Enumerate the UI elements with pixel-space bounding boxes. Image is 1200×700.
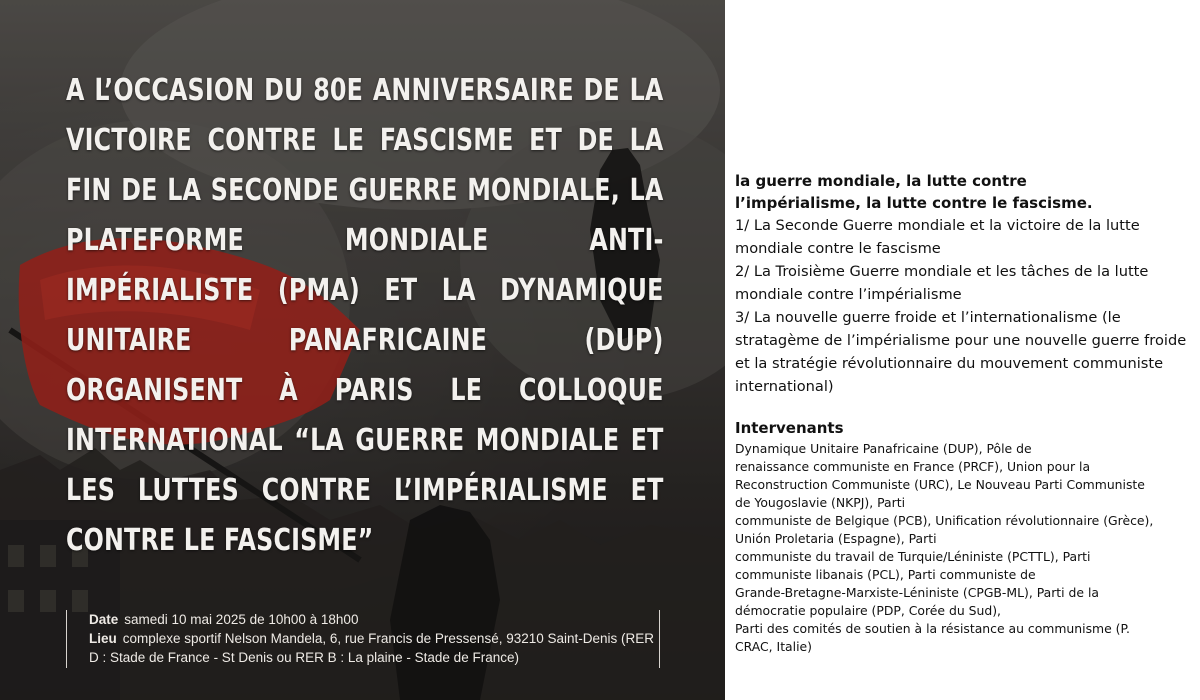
topic-item: 2/ La Troisième Guerre mondiale et les tâches de la lutte mondiale contre l’impérialisme bbox=[735, 263, 1149, 303]
theme-line-2: l’impérialisme, la lutte contre le fascisme. bbox=[735, 194, 1093, 212]
date-row bbox=[89, 610, 659, 629]
speakers-line: CRAC, Italie) bbox=[735, 639, 812, 654]
topics-list bbox=[735, 214, 1193, 398]
speakers-list bbox=[735, 440, 1193, 656]
speakers-line: renaissance communiste en France (PRCF), Union pour la bbox=[735, 459, 1091, 474]
place-label: Lieu bbox=[89, 631, 117, 646]
speakers-line: communiste libanais (PCL), Parti communiste de bbox=[735, 567, 1036, 582]
topic-item: 3/ La nouvelle guerre froide et l’internationalisme (le stratagème de l’impérialisme pour une nouvelle guerre froide et la stratégie révolutionnaire du mouvement communiste international) bbox=[735, 309, 1187, 395]
speakers-line: démocratie populaire (PDP, Corée du Sud), bbox=[735, 603, 1001, 618]
speakers-line: Parti des comités de soutien à la résistance au communisme (P. bbox=[735, 621, 1130, 636]
speakers-line: de Yougoslavie (NKPJ), Parti bbox=[735, 495, 906, 510]
topic-item: 1/ La Seconde Guerre mondiale et la victoire de la lutte mondiale contre le fascisme bbox=[735, 217, 1140, 257]
place-value: complexe sportif Nelson Mandela, 6, rue Francis de Pressensé, 93210 Saint-Denis (RER D : Stade de France - St Denis ou RER B : La plaine - Stade de France) bbox=[89, 631, 655, 665]
speakers-line: Reconstruction Communiste (URC), Le Nouveau Parti Communiste bbox=[735, 477, 1145, 492]
date-value: samedi 10 mai 2025 de 10h00 à 18h00 bbox=[124, 612, 359, 627]
speakers-line: communiste de Belgique (PCB), Unification révolutionnaire (Grèce), bbox=[735, 513, 1154, 528]
speakers-heading: Intervenants bbox=[735, 419, 844, 437]
speakers-line: Unión Proletaria (Espagne), Parti bbox=[735, 531, 937, 546]
speakers-line: Grande-Bretagne-Marxiste-Léniniste (CPGB-ML), Parti de la bbox=[735, 585, 1100, 600]
event-details bbox=[66, 610, 660, 668]
place-row bbox=[89, 629, 659, 667]
date-label: Date bbox=[89, 612, 119, 627]
program-panel bbox=[735, 170, 1193, 656]
speakers-line: Dynamique Unitaire Panafricaine (DUP), Pôle de bbox=[735, 441, 1032, 456]
theme-line-1: la guerre mondiale, la lutte contre bbox=[735, 172, 1027, 190]
speakers-line: communiste du travail de Turquie/Léniniste (PCTTL), Parti bbox=[735, 549, 1091, 564]
theme-heading bbox=[735, 170, 1193, 214]
poster-headline: A L’OCCASION DU 80E ANNIVERSAIRE DE LA VICTOIRE CONTRE LE FASCISME ET DE LA FIN DE LA SECONDE GUERRE MONDIALE, LA PLATEFORME MONDIALE ANTI-IMPÉRIALISTE (PMA) ET LA DYNAMIQUE UNITAIRE PANAFRICAINE (DUP) ORGANISENT À PARIS LE COLLOQUE INTERNATIONAL “LA GUERRE MONDIALE ET LES LUTTES CONTRE L’IMPÉRIALISME ET CONTRE LE FASCISME” bbox=[66, 73, 664, 558]
